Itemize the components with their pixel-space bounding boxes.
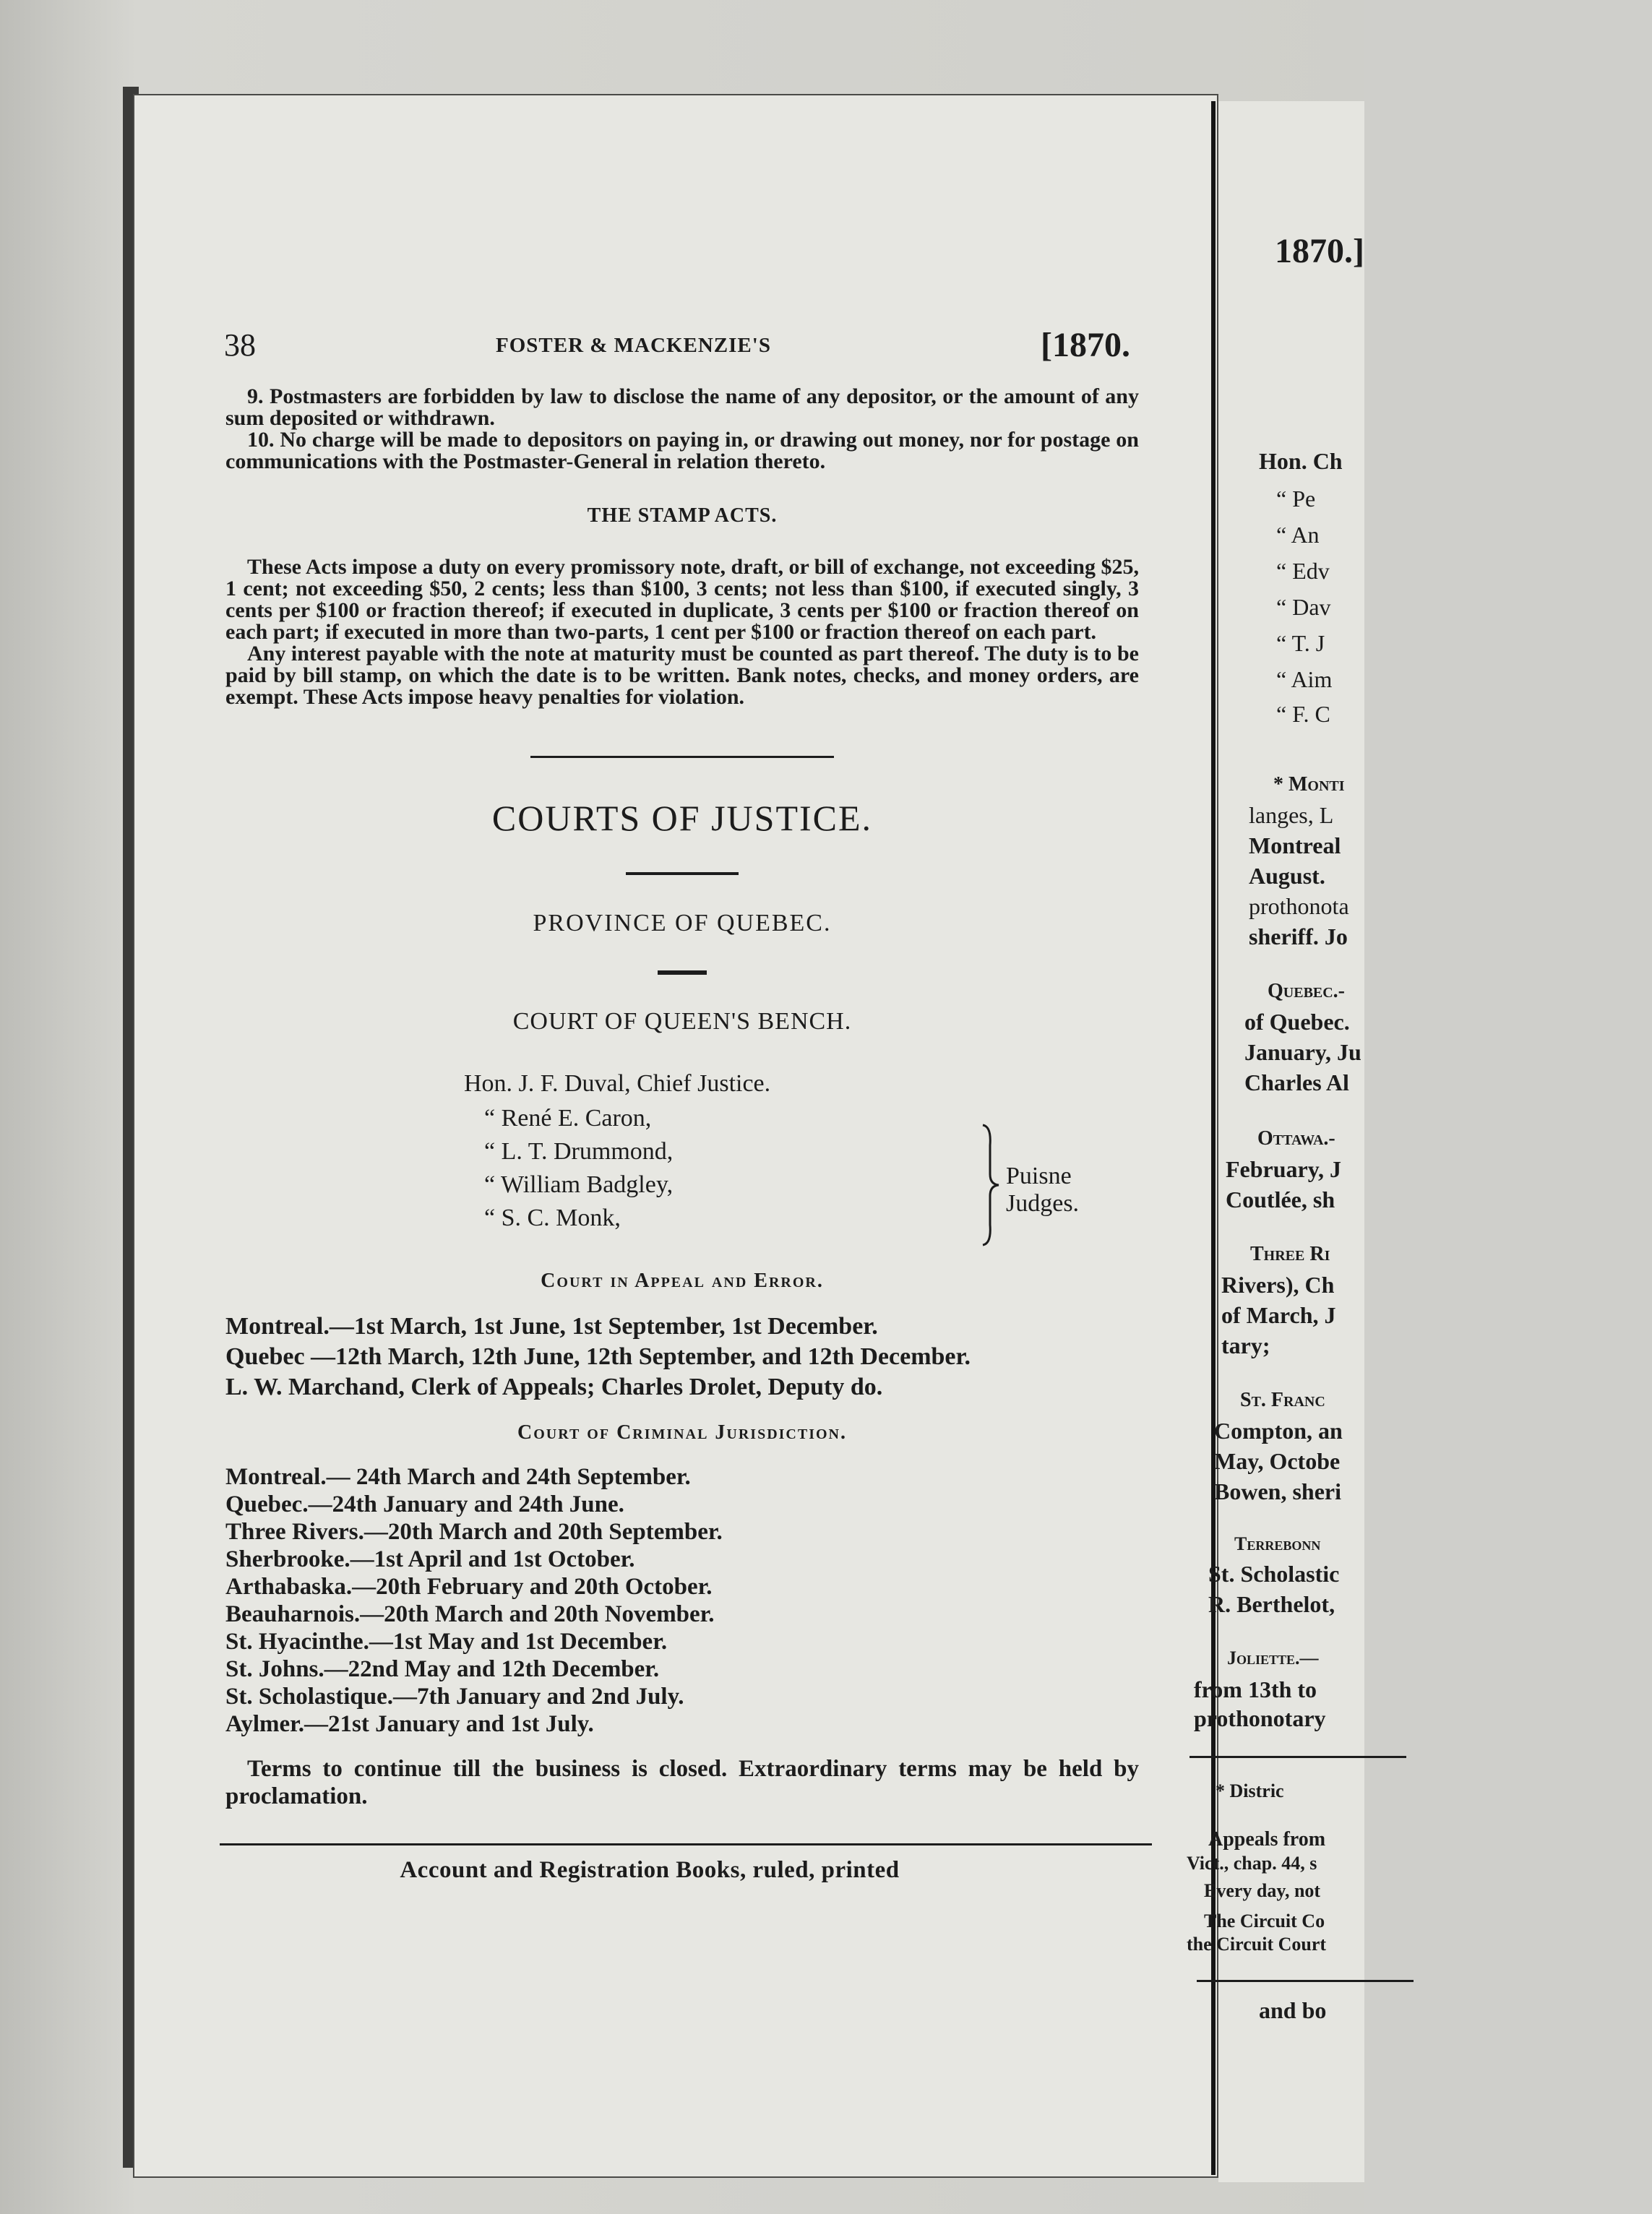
criminal-heading: Court of Criminal Jurisdiction. — [517, 1421, 847, 1444]
right-line: “ An — [1276, 522, 1320, 548]
right-line: * Distric — [1216, 1780, 1284, 1801]
right-page-rule — [1189, 1756, 1406, 1758]
judge-name: “ René E. Caron, — [484, 1105, 652, 1132]
right-line: of March, J — [1221, 1302, 1336, 1328]
judge-name: “ William Badgley, — [484, 1171, 674, 1198]
right-line: Montreal — [1249, 832, 1341, 858]
header-year: [1870. — [1041, 326, 1130, 364]
right-line: Charles Al — [1244, 1069, 1349, 1095]
footer-rule — [220, 1843, 1152, 1845]
right-line: Ottawa.- — [1257, 1127, 1335, 1150]
right-line: Quebec.- — [1268, 980, 1346, 1002]
judge-name: “ S. C. Monk, — [484, 1205, 621, 1231]
right-line: “ Pe — [1276, 486, 1316, 512]
section-divider — [530, 756, 834, 758]
right-line: and bo — [1259, 1997, 1327, 2023]
terms-paragraph: Terms to continue till the business is closed. Extraordinary terms may be held by proclamation. — [225, 1756, 1139, 1809]
right-line: May, Octobe — [1214, 1448, 1341, 1474]
courts-of-justice-title: COURTS OF JUSTICE. — [491, 798, 873, 838]
right-line: Terrebonn — [1234, 1533, 1321, 1554]
right-line: Three Ri — [1250, 1243, 1330, 1265]
right-line: Hon. Ch — [1259, 448, 1343, 474]
curly-brace-icon — [980, 1124, 1002, 1246]
appeal-line: L. W. Marchand, Clerk of Appeals; Charles Drolet, Deputy do. — [225, 1374, 883, 1400]
right-line: January, Ju — [1244, 1039, 1361, 1065]
page-header — [134, 327, 1217, 370]
right-line: Every day, not — [1204, 1880, 1321, 1901]
footer-advert: Account and Registration Books, ruled, printed — [400, 1857, 900, 1883]
right-line: langes, L — [1249, 802, 1334, 828]
criminal-line: Beauharnois.—20th March and 20th November. — [225, 1601, 715, 1627]
criminal-line: St. Johns.—22nd May and 12th December. — [225, 1656, 660, 1682]
right-line: Coutlée, sh — [1226, 1186, 1335, 1212]
right-line: Vict., chap. 44, s — [1187, 1853, 1317, 1874]
right-line: the Circuit Court — [1187, 1934, 1327, 1955]
right-line: prothonota — [1249, 893, 1349, 919]
court-title: COURT OF QUEEN'S BENCH. — [512, 1008, 852, 1035]
right-line: tary; — [1221, 1332, 1270, 1358]
right-page-fragment — [1187, 101, 1364, 2182]
criminal-line: Quebec.—24th January and 24th June. — [225, 1491, 624, 1517]
right-line: “ F. C — [1276, 701, 1330, 727]
right-line: of Quebec. — [1244, 1009, 1350, 1035]
appeal-line: Montreal.—1st March, 1st June, 1st September, 1st December. — [225, 1313, 878, 1340]
criminal-line: Sherbrooke.—1st April and 1st October. — [225, 1546, 635, 1572]
right-line: Appeals from — [1208, 1828, 1326, 1851]
criminal-line: St. Hyacinthe.—1st May and 1st December. — [225, 1629, 668, 1655]
judges-list — [225, 1070, 1139, 1251]
appeal-line: Quebec —12th March, 12th June, 12th September, and 12th December. — [225, 1343, 971, 1370]
right-line: Compton, an — [1214, 1418, 1343, 1444]
criminal-line: Aylmer.—21st January and 1st July. — [225, 1711, 594, 1737]
right-line: from 13th to — [1194, 1676, 1317, 1702]
right-line: prothonotary — [1194, 1705, 1326, 1731]
chief-justice: Hon. J. F. Duval, Chief Justice. — [464, 1070, 771, 1097]
right-line: sheriff. Jo — [1249, 923, 1348, 949]
right-line: The Circuit Co — [1204, 1911, 1325, 1931]
running-title: FOSTER & MACKENZIE'S — [496, 334, 771, 357]
right-line: Rivers), Ch — [1221, 1272, 1335, 1298]
page-body — [225, 386, 1139, 1884]
criminal-line: Three Rivers.—20th March and 20th September. — [225, 1519, 723, 1545]
right-line: Joliette.— — [1227, 1647, 1319, 1668]
right-line: Bowen, sheri — [1214, 1478, 1341, 1504]
right-line: R. Berthelot, — [1208, 1591, 1335, 1617]
puisne-judges-label: Puisne Judges. — [1006, 1163, 1080, 1217]
right-page-year: 1870.] — [1275, 232, 1364, 270]
right-line: August. — [1249, 863, 1325, 889]
page-number: 38 — [224, 327, 256, 363]
right-line: February, J — [1226, 1156, 1341, 1182]
criminal-line: Arthabaska.—20th February and 20th October. — [225, 1574, 713, 1600]
right-line: “ Edv — [1276, 558, 1330, 584]
criminal-line: St. Scholastique.—7th January and 2nd July. — [225, 1684, 684, 1710]
right-footer-rule — [1197, 1980, 1414, 1982]
province-title: PROVINCE OF QUEBEC. — [533, 910, 832, 936]
title-rule — [626, 872, 739, 875]
province-rule — [658, 970, 707, 975]
left-page — [134, 95, 1217, 2176]
stamp-paragraph-1: These Acts impose a duty on every promissory note, draft, or bill of exchange, not exceeding $25, 1 cent; not exceeding $50, 2 cents; less than $100, 3 cents; not less than $100, if executed singly, 3 cents per $100 or fraction thereof; if executed in duplicate, 3 cents per $100 or fraction thereof on each part; if executed in more than two-parts, 1 cent per $100 or fraction thereof on each part. — [225, 555, 1139, 644]
judge-name: “ L. T. Drummond, — [484, 1138, 674, 1165]
criminal-line: Montreal.— 24th March and 24th September. — [225, 1464, 691, 1490]
right-line: “ Dav — [1276, 594, 1331, 620]
right-line: St. Scholastic — [1208, 1561, 1340, 1587]
right-line: St. Franc — [1240, 1389, 1325, 1411]
right-line: * Monti — [1273, 773, 1345, 796]
right-line: “ T. J — [1276, 630, 1325, 656]
right-line: “ Aim — [1276, 666, 1333, 692]
stamp-paragraph-2: Any interest payable with the note at maturity must be counted as part thereof. The duty is to be paid by bill stamp, on which the date is to be written. Bank notes, checks, and money orders, are exempt. These Acts impose heavy penalties for violation. — [225, 642, 1139, 709]
postal-paragraph-9: 9. Postmasters are forbidden by law to disclose the name of any depositor, or the amount of any sum deposited or withdrawn. — [225, 384, 1139, 430]
stamp-acts-heading: THE STAMP ACTS. — [587, 504, 778, 527]
appeal-heading: Court in Appeal and Error. — [541, 1270, 824, 1292]
postal-paragraph-10: 10. No charge will be made to depositors on paying in, or drawing out money, nor for postage on communications with the Postmaster-General in relation thereto. — [225, 428, 1139, 473]
